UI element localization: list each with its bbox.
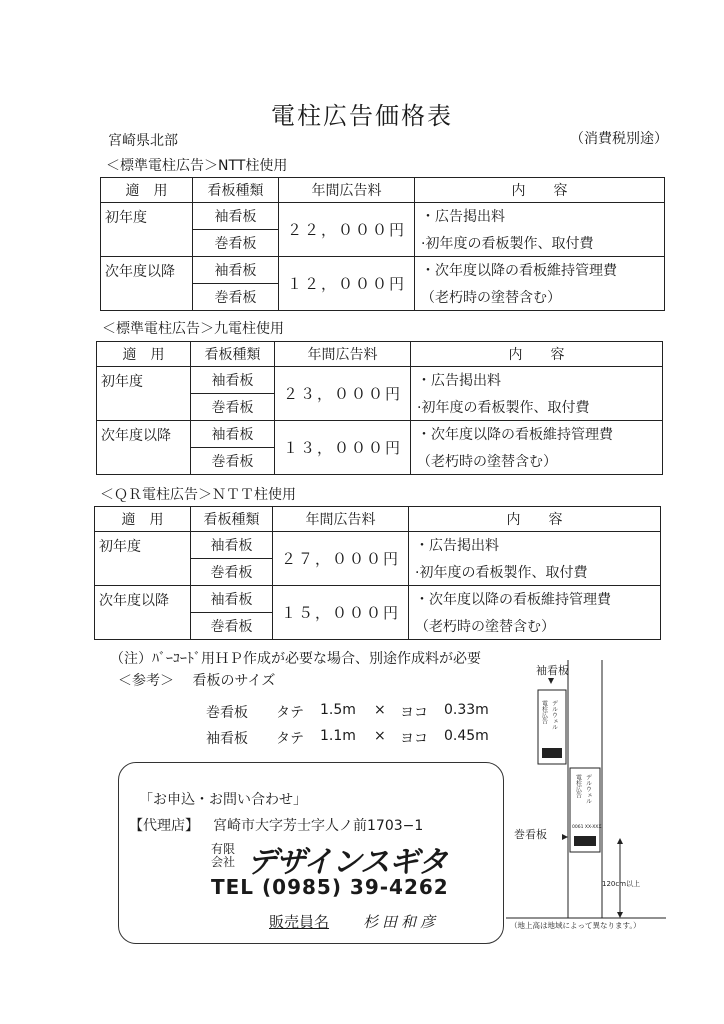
sign-type-cell: 袖看板 [193,203,279,230]
header-type: 看板種類 [191,507,273,532]
price-cell: ２２，０００円 [279,203,415,257]
size-tate: タテ [276,731,304,747]
height-label: 120cm以上 [602,880,641,888]
sign-type-cell: 巻看板 [193,284,279,311]
content-line: （老朽時の塗替含む） [415,284,665,311]
header-apply: 適 用 [101,178,193,203]
section-label: ＜ＱＲ電柱広告＞ＮＴＴ柱使用 [100,487,296,503]
sode-arrow-icon [548,678,554,684]
tax-note: （消費税別途） [570,131,668,147]
header-content: 内 容 [409,507,661,532]
sales-rep-label: 販売員名 [269,913,330,931]
period-cell: 初年度 [95,532,191,586]
table-row [95,586,661,613]
content-line: ・次年度以降の看板維持管理費 [411,421,663,448]
sales-rep-name: 杉田和彦 [363,913,440,931]
content-line: ・次年度以降の看板維持管理費 [409,586,661,613]
contact-box [118,762,504,944]
section-label: ＜標準電柱広告＞NTT柱使用 [106,158,288,174]
price-cell: ２７，０００円 [273,532,409,586]
sign-type-cell: 袖看板 [191,532,273,559]
contact-heading: 「お申込・お問い合わせ」 [139,792,307,808]
sign-type-cell: 袖看板 [193,257,279,284]
content-line: ·初年度の看板製作、取付費 [415,230,665,257]
content-line: ・広告掲出料 [409,532,661,559]
content-line: （老朽時の塗替含む） [409,613,661,640]
size-yoko: ヨコ [400,731,428,747]
sode-sign-plate [542,748,562,758]
size-width: 0.45m [444,728,489,744]
content-line: ・広告掲出料 [415,203,665,230]
sode-label: 袖看板 [536,664,569,677]
sign-type-cell: 巻看板 [191,559,273,586]
sode-sign-text-2: デルウェル [550,700,558,730]
sign-type-cell: 巻看板 [191,394,275,421]
size-type: 袖看板 [206,731,248,747]
size-height: 1.5m [320,702,356,718]
period-cell: 次年度以降 [97,421,191,475]
sign-type-cell: 巻看板 [191,613,273,640]
header-content: 内 容 [415,178,665,203]
header-apply: 適 用 [97,342,191,367]
reference-heading [118,670,275,690]
page-title: 電柱広告価格表 [271,102,453,130]
table-row [95,532,661,559]
header-price: 年間広告料 [279,178,415,203]
sign-type-cell: 袖看板 [191,367,275,394]
content-line: ・次年度以降の看板維持管理費 [415,257,665,284]
size-type: 巻看板 [206,705,248,721]
content-line: ・広告掲出料 [411,367,663,394]
header-content: 内 容 [411,342,663,367]
header-price: 年間広告料 [273,507,409,532]
arrow-up-icon [617,838,623,844]
maki-sign-small: 0061 XX-XXX [572,825,602,830]
size-x: × [374,728,386,744]
content-line: ·初年度の看板製作、取付費 [409,559,661,586]
header-type: 看板種類 [193,178,279,203]
size-tate: タテ [276,705,304,721]
size-yoko: ヨコ [400,705,428,721]
header-type: 看板種類 [191,342,275,367]
sign-type-cell: 巻看板 [193,230,279,257]
content-line: ·初年度の看板製作、取付費 [411,394,663,421]
maki-sign-text-2: デルウェル [584,774,592,804]
content-line: （老朽時の塗替含む） [411,448,663,475]
arrow-down-icon [617,912,623,918]
price-cell: １５，０００円 [273,586,409,640]
header-apply: 適 用 [95,507,191,532]
agent-address: 宮崎市大字芳士字人ノ前1703−1 [213,818,424,834]
table-row [97,421,663,448]
company-type: 有限会社 [211,842,236,869]
illustration-caption: （地上高は地域によって異なります。） [510,921,641,930]
phone-number[interactable]: TEL (0985) 39-4262 [211,875,449,899]
table-row [101,257,665,284]
price-cell: ２３，０００円 [275,367,411,421]
price-cell: １２，０００円 [279,257,415,311]
sode-sign-text: 電柱広告 [540,700,548,724]
maki-arrow-icon [562,834,568,840]
maki-label: 巻看板 [514,828,547,841]
reference-label: ＜参考＞ [118,673,174,689]
maki-sign-text: 電柱広告 [574,774,582,798]
price-table [100,177,665,311]
barcode-note: （注）ﾊﾞｰｺｰﾄﾞ用ＨＰ作成が必要な場合、別途作成料が必要 [110,651,481,667]
header-price: 年間広告料 [275,342,411,367]
period-cell: 初年度 [97,367,191,421]
size-height: 1.1m [320,728,356,744]
pole-illustration [506,660,666,932]
reference-text: 看板のサイズ [192,673,276,689]
table-row [97,367,663,394]
period-cell: 次年度以降 [95,586,191,640]
company-logo: デザインスギタ [247,845,447,880]
price-table [96,341,663,475]
period-cell: 初年度 [101,203,193,257]
sign-type-cell: 巻看板 [191,448,275,475]
section-label: ＜標準電柱広告＞九電柱使用 [102,321,284,337]
price-table [94,506,661,640]
maki-sign-plate [574,836,596,846]
size-x: × [374,702,386,718]
sign-type-cell: 袖看板 [191,586,273,613]
agent-label: 【代理店】 [129,818,199,834]
period-cell: 次年度以降 [101,257,193,311]
region-label: 宮崎県北部 [108,133,178,149]
sign-type-cell: 袖看板 [191,421,275,448]
size-width: 0.33m [444,702,489,718]
price-cell: １３，０００円 [275,421,411,475]
table-row [101,203,665,230]
